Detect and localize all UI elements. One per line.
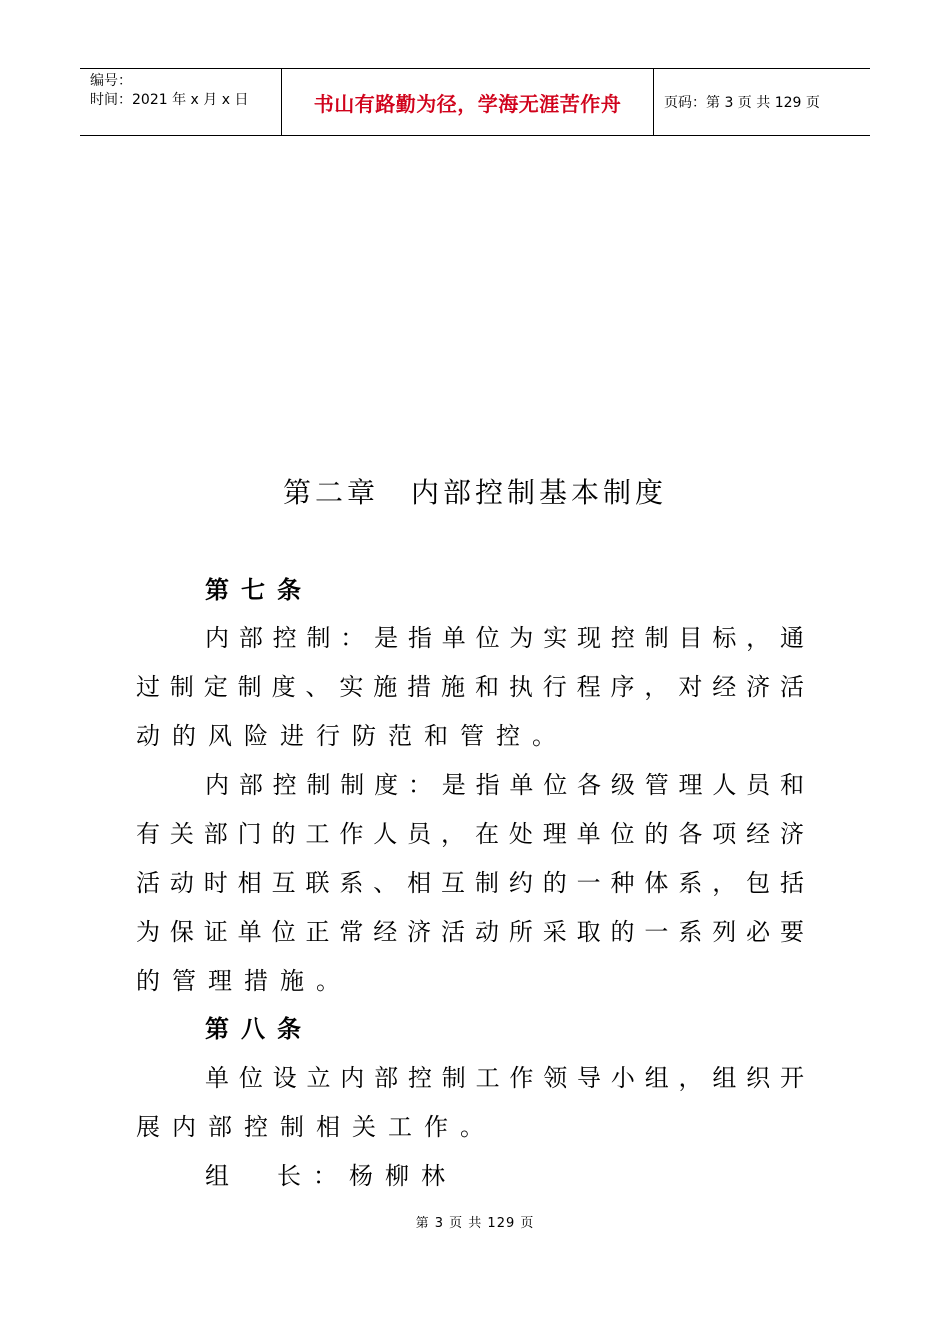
article-7-heading: 第七条 xyxy=(205,576,313,604)
header-meta xyxy=(80,69,282,135)
header-page-cell xyxy=(654,69,870,135)
page-header xyxy=(80,68,870,136)
article-8-p1-line-2: 展内部控制相关工作。 xyxy=(136,1113,496,1141)
article-7-p2-line-1: 内部控制制度：是指单位各级管理人员和 xyxy=(205,771,804,799)
article-7-p2-line-5: 的管理措施。 xyxy=(136,967,352,995)
header-motto-cell xyxy=(282,69,654,135)
number-label: 编号： xyxy=(90,73,132,89)
article-7-p2-line-3: 活动时相互联系、相互制约的一种体系，包括 xyxy=(136,869,804,897)
page-code: 页码：第 3 页 共 129 页 xyxy=(664,95,820,111)
chapter-title: 第二章 内部控制基本制度 xyxy=(282,476,667,509)
motto: 书山有路勤为径，学海无涯苦作舟 xyxy=(313,91,622,116)
article-7-p2-line-4: 为保证单位正常经济活动所采取的一系列必要 xyxy=(136,918,804,946)
article-7-p1-line-1: 内部控制：是指单位为实现控制目标，通 xyxy=(205,624,804,652)
article-7-p1-line-3: 动的风险进行防范和管控。 xyxy=(136,722,568,750)
time-label: 时间：2021 年 x 月 x 日 xyxy=(90,92,249,108)
page-footer: 第 3 页 共 129 页 xyxy=(415,1216,535,1231)
article-8-heading: 第八条 xyxy=(205,1015,313,1043)
article-7-p2-line-2: 有关部门的工作人员，在处理单位的各项经济 xyxy=(136,820,804,848)
article-7-p1-line-2: 过制定制度、实施措施和执行程序，对经济活 xyxy=(136,673,804,701)
leader-line: 组 长：杨柳林 xyxy=(205,1162,457,1190)
article-8-p1-line-1: 单位设立内部控制工作领导小组，组织开 xyxy=(205,1064,804,1092)
